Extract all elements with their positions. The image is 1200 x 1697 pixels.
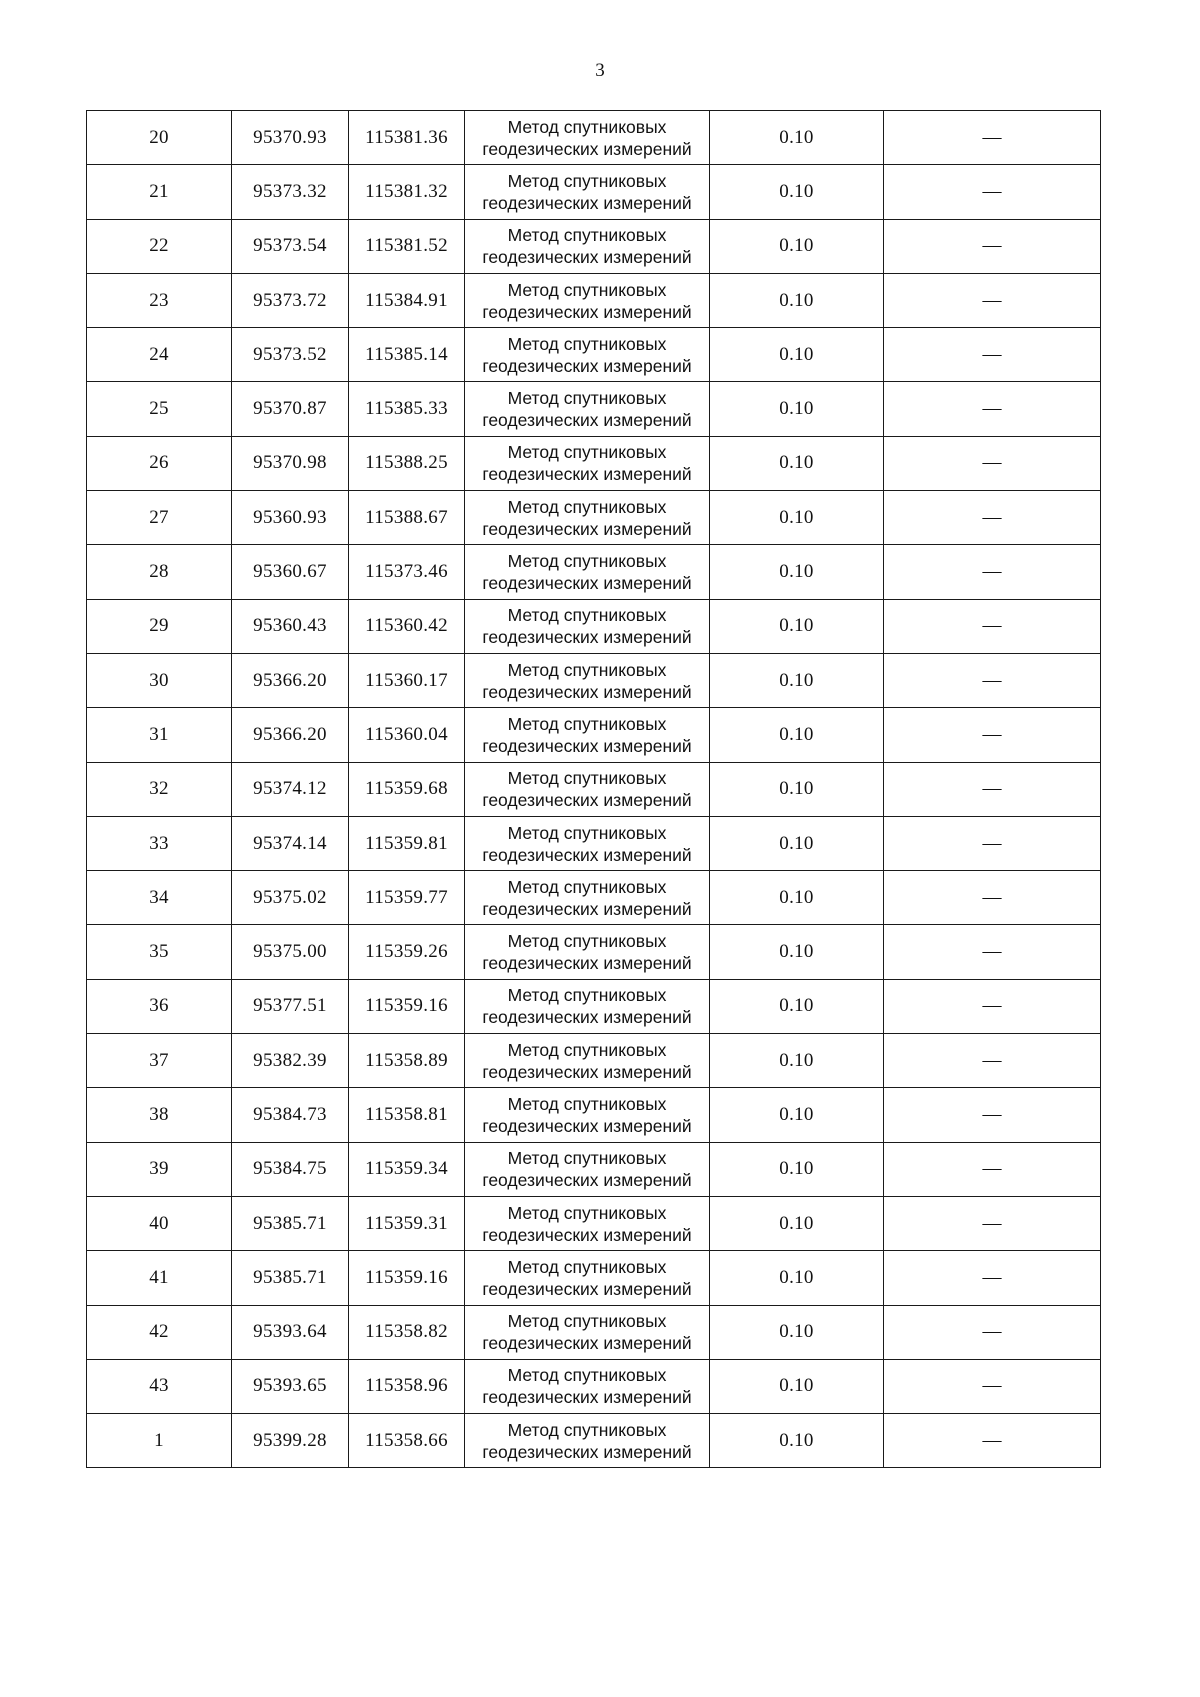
method-line-2: геодезических измерений	[482, 1333, 692, 1354]
x-coordinate-cell: 95393.64	[232, 1305, 349, 1359]
y-coordinate-cell: 115358.66	[349, 1414, 465, 1468]
method-line-1: Метод спутниковых	[507, 279, 667, 300]
method-cell	[465, 816, 710, 870]
precision-cell: 0.10	[710, 1414, 884, 1468]
table-row	[87, 111, 1101, 165]
method-line-2: геодезических измерений	[482, 301, 692, 322]
method-cell	[465, 708, 710, 762]
method-line-2: геодезических измерений	[482, 1387, 692, 1408]
point-number-cell: 26	[87, 436, 232, 490]
table-row	[87, 1088, 1101, 1142]
y-coordinate-cell: 115360.04	[349, 708, 465, 762]
method-line-2: геодезических измерений	[482, 790, 692, 811]
description-cell: —	[884, 1088, 1101, 1142]
precision-cell: 0.10	[710, 382, 884, 436]
description-cell: —	[884, 1196, 1101, 1250]
precision-cell: 0.10	[710, 979, 884, 1033]
method-cell	[465, 1305, 710, 1359]
precision-cell: 0.10	[710, 1359, 884, 1413]
method-cell	[465, 979, 710, 1033]
table-row	[87, 491, 1101, 545]
x-coordinate-cell: 95373.32	[232, 165, 349, 219]
point-number-cell: 24	[87, 328, 232, 382]
method-line-1: Метод спутниковых	[507, 333, 667, 354]
point-number-cell: 40	[87, 1196, 232, 1250]
description-cell: —	[884, 1251, 1101, 1305]
description-cell: —	[884, 382, 1101, 436]
table-row	[87, 165, 1101, 219]
y-coordinate-cell: 115359.16	[349, 979, 465, 1033]
precision-cell: 0.10	[710, 816, 884, 870]
y-coordinate-cell: 115385.14	[349, 328, 465, 382]
x-coordinate-cell: 95373.52	[232, 328, 349, 382]
point-number-cell: 21	[87, 165, 232, 219]
method-cell	[465, 925, 710, 979]
x-coordinate-cell: 95370.93	[232, 111, 349, 165]
description-cell: —	[884, 491, 1101, 545]
y-coordinate-cell: 115381.32	[349, 165, 465, 219]
x-coordinate-cell: 95375.00	[232, 925, 349, 979]
description-cell: —	[884, 816, 1101, 870]
y-coordinate-cell: 115381.36	[349, 111, 465, 165]
table-row	[87, 219, 1101, 273]
x-coordinate-cell: 95382.39	[232, 1034, 349, 1088]
method-cell	[465, 1142, 710, 1196]
method-cell	[465, 436, 710, 490]
precision-cell: 0.10	[710, 111, 884, 165]
y-coordinate-cell: 115358.89	[349, 1034, 465, 1088]
method-cell	[465, 653, 710, 707]
method-line-2: геодезических измерений	[482, 1224, 692, 1245]
coordinates-table-body	[87, 111, 1101, 1468]
method-line-1: Метод спутниковых	[507, 442, 667, 463]
table-row	[87, 653, 1101, 707]
description-cell: —	[884, 1142, 1101, 1196]
method-line-1: Метод спутниковых	[507, 388, 667, 409]
precision-cell: 0.10	[710, 762, 884, 816]
y-coordinate-cell: 115359.31	[349, 1196, 465, 1250]
point-number-cell: 36	[87, 979, 232, 1033]
method-line-1: Метод спутниковых	[507, 116, 667, 137]
method-cell	[465, 219, 710, 273]
method-line-2: геодезических измерений	[482, 410, 692, 431]
coordinates-table	[86, 110, 1101, 1468]
method-line-2: геодезических измерений	[482, 247, 692, 268]
method-cell	[465, 382, 710, 436]
table-row	[87, 1414, 1101, 1468]
method-cell	[465, 1359, 710, 1413]
x-coordinate-cell: 95373.54	[232, 219, 349, 273]
method-line-1: Метод спутниковых	[507, 1093, 667, 1114]
method-line-1: Метод спутниковых	[507, 822, 667, 843]
y-coordinate-cell: 115384.91	[349, 273, 465, 327]
method-line-1: Метод спутниковых	[507, 1256, 667, 1277]
method-line-2: геодезических измерений	[482, 1007, 692, 1028]
x-coordinate-cell: 95385.71	[232, 1196, 349, 1250]
point-number-cell: 42	[87, 1305, 232, 1359]
description-cell: —	[884, 1305, 1101, 1359]
table-row	[87, 436, 1101, 490]
table-row	[87, 979, 1101, 1033]
x-coordinate-cell: 95374.14	[232, 816, 349, 870]
point-number-cell: 43	[87, 1359, 232, 1413]
table-row	[87, 816, 1101, 870]
point-number-cell: 23	[87, 273, 232, 327]
method-line-1: Метод спутниковых	[507, 551, 667, 572]
method-line-2: геодезических измерений	[482, 1441, 692, 1462]
precision-cell: 0.10	[710, 165, 884, 219]
method-line-2: геодезических измерений	[482, 898, 692, 919]
point-number-cell: 22	[87, 219, 232, 273]
point-number-cell: 38	[87, 1088, 232, 1142]
x-coordinate-cell: 95360.43	[232, 599, 349, 653]
method-line-1: Метод спутниковых	[507, 1148, 667, 1169]
description-cell: —	[884, 871, 1101, 925]
x-coordinate-cell: 95360.67	[232, 545, 349, 599]
method-line-1: Метод спутниковых	[507, 1202, 667, 1223]
y-coordinate-cell: 115360.17	[349, 653, 465, 707]
description-cell: —	[884, 1359, 1101, 1413]
description-cell: —	[884, 328, 1101, 382]
x-coordinate-cell: 95360.93	[232, 491, 349, 545]
y-coordinate-cell: 115359.16	[349, 1251, 465, 1305]
x-coordinate-cell: 95384.75	[232, 1142, 349, 1196]
method-line-1: Метод спутниковых	[507, 225, 667, 246]
description-cell: —	[884, 708, 1101, 762]
method-line-2: геодезических измерений	[482, 681, 692, 702]
description-cell: —	[884, 273, 1101, 327]
precision-cell: 0.10	[710, 273, 884, 327]
precision-cell: 0.10	[710, 545, 884, 599]
point-number-cell: 28	[87, 545, 232, 599]
y-coordinate-cell: 115358.96	[349, 1359, 465, 1413]
y-coordinate-cell: 115358.81	[349, 1088, 465, 1142]
x-coordinate-cell: 95375.02	[232, 871, 349, 925]
table-row	[87, 545, 1101, 599]
method-line-1: Метод спутниковых	[507, 985, 667, 1006]
precision-cell: 0.10	[710, 436, 884, 490]
y-coordinate-cell: 115360.42	[349, 599, 465, 653]
method-cell	[465, 762, 710, 816]
precision-cell: 0.10	[710, 219, 884, 273]
method-line-1: Метод спутниковых	[507, 496, 667, 517]
point-number-cell: 34	[87, 871, 232, 925]
point-number-cell: 35	[87, 925, 232, 979]
method-line-2: геодезических измерений	[482, 735, 692, 756]
table-row	[87, 599, 1101, 653]
x-coordinate-cell: 95377.51	[232, 979, 349, 1033]
point-number-cell: 25	[87, 382, 232, 436]
point-number-cell: 31	[87, 708, 232, 762]
method-cell	[465, 1196, 710, 1250]
method-line-1: Метод спутниковых	[507, 876, 667, 897]
method-line-2: геодезических измерений	[482, 573, 692, 594]
point-number-cell: 20	[87, 111, 232, 165]
precision-cell: 0.10	[710, 599, 884, 653]
y-coordinate-cell: 115388.67	[349, 491, 465, 545]
point-number-cell: 27	[87, 491, 232, 545]
table-row	[87, 871, 1101, 925]
method-line-2: геодезических измерений	[482, 355, 692, 376]
point-number-cell: 41	[87, 1251, 232, 1305]
method-line-1: Метод спутниковых	[507, 1365, 667, 1386]
precision-cell: 0.10	[710, 491, 884, 545]
method-line-1: Метод спутниковых	[507, 1039, 667, 1060]
point-number-cell: 32	[87, 762, 232, 816]
precision-cell: 0.10	[710, 708, 884, 762]
table-row	[87, 382, 1101, 436]
table-row	[87, 1142, 1101, 1196]
method-line-2: геодезических измерений	[482, 518, 692, 539]
description-cell: —	[884, 111, 1101, 165]
y-coordinate-cell: 115359.81	[349, 816, 465, 870]
page-number: 3	[595, 60, 605, 81]
point-number-cell: 37	[87, 1034, 232, 1088]
y-coordinate-cell: 115359.34	[349, 1142, 465, 1196]
y-coordinate-cell: 115358.82	[349, 1305, 465, 1359]
description-cell: —	[884, 925, 1101, 979]
x-coordinate-cell: 95385.71	[232, 1251, 349, 1305]
method-line-1: Метод спутниковых	[507, 170, 667, 191]
y-coordinate-cell: 115373.46	[349, 545, 465, 599]
table-row	[87, 762, 1101, 816]
method-cell	[465, 1414, 710, 1468]
method-line-2: геодезических измерений	[482, 1170, 692, 1191]
description-cell: —	[884, 599, 1101, 653]
method-line-2: геодезических измерений	[482, 138, 692, 159]
method-cell	[465, 328, 710, 382]
y-coordinate-cell: 115385.33	[349, 382, 465, 436]
y-coordinate-cell: 115388.25	[349, 436, 465, 490]
method-cell	[465, 1034, 710, 1088]
precision-cell: 0.10	[710, 328, 884, 382]
x-coordinate-cell: 95366.20	[232, 653, 349, 707]
description-cell: —	[884, 1414, 1101, 1468]
method-line-2: геодезических измерений	[482, 192, 692, 213]
method-cell	[465, 1251, 710, 1305]
x-coordinate-cell: 95384.73	[232, 1088, 349, 1142]
description-cell: —	[884, 1034, 1101, 1088]
x-coordinate-cell: 95370.98	[232, 436, 349, 490]
method-line-1: Метод спутниковых	[507, 605, 667, 626]
method-line-1: Метод спутниковых	[507, 1311, 667, 1332]
description-cell: —	[884, 545, 1101, 599]
method-cell	[465, 1088, 710, 1142]
precision-cell: 0.10	[710, 1196, 884, 1250]
table-row	[87, 1034, 1101, 1088]
table-row	[87, 1251, 1101, 1305]
x-coordinate-cell: 95370.87	[232, 382, 349, 436]
method-cell	[465, 545, 710, 599]
method-line-2: геодезических измерений	[482, 627, 692, 648]
precision-cell: 0.10	[710, 871, 884, 925]
table-row	[87, 328, 1101, 382]
precision-cell: 0.10	[710, 653, 884, 707]
description-cell: —	[884, 762, 1101, 816]
method-line-1: Метод спутниковых	[507, 768, 667, 789]
point-number-cell: 33	[87, 816, 232, 870]
description-cell: —	[884, 979, 1101, 1033]
point-number-cell: 39	[87, 1142, 232, 1196]
precision-cell: 0.10	[710, 1251, 884, 1305]
y-coordinate-cell: 115359.68	[349, 762, 465, 816]
method-line-1: Метод спутниковых	[507, 931, 667, 952]
x-coordinate-cell: 95366.20	[232, 708, 349, 762]
description-cell: —	[884, 165, 1101, 219]
y-coordinate-cell: 115359.77	[349, 871, 465, 925]
y-coordinate-cell: 115359.26	[349, 925, 465, 979]
table-row	[87, 1305, 1101, 1359]
method-line-2: геодезических измерений	[482, 1278, 692, 1299]
x-coordinate-cell: 95393.65	[232, 1359, 349, 1413]
table-row	[87, 273, 1101, 327]
description-cell: —	[884, 436, 1101, 490]
x-coordinate-cell: 95374.12	[232, 762, 349, 816]
method-line-1: Метод спутниковых	[507, 1419, 667, 1440]
method-line-2: геодезических измерений	[482, 1061, 692, 1082]
description-cell: —	[884, 653, 1101, 707]
precision-cell: 0.10	[710, 925, 884, 979]
method-line-2: геодезических измерений	[482, 1115, 692, 1136]
table-row	[87, 925, 1101, 979]
point-number-cell: 1	[87, 1414, 232, 1468]
precision-cell: 0.10	[710, 1142, 884, 1196]
precision-cell: 0.10	[710, 1034, 884, 1088]
method-line-2: геодезических измерений	[482, 464, 692, 485]
method-cell	[465, 165, 710, 219]
method-cell	[465, 491, 710, 545]
method-line-1: Метод спутниковых	[507, 713, 667, 734]
method-cell	[465, 871, 710, 925]
method-cell	[465, 599, 710, 653]
point-number-cell: 29	[87, 599, 232, 653]
description-cell: —	[884, 219, 1101, 273]
precision-cell: 0.10	[710, 1305, 884, 1359]
x-coordinate-cell: 95373.72	[232, 273, 349, 327]
table-row	[87, 1359, 1101, 1413]
method-cell	[465, 273, 710, 327]
method-line-2: геодезических измерений	[482, 953, 692, 974]
table-row	[87, 708, 1101, 762]
point-number-cell: 30	[87, 653, 232, 707]
precision-cell: 0.10	[710, 1088, 884, 1142]
y-coordinate-cell: 115381.52	[349, 219, 465, 273]
method-cell	[465, 111, 710, 165]
method-line-2: геодезических измерений	[482, 844, 692, 865]
method-line-1: Метод спутниковых	[507, 659, 667, 680]
table-row	[87, 1196, 1101, 1250]
x-coordinate-cell: 95399.28	[232, 1414, 349, 1468]
